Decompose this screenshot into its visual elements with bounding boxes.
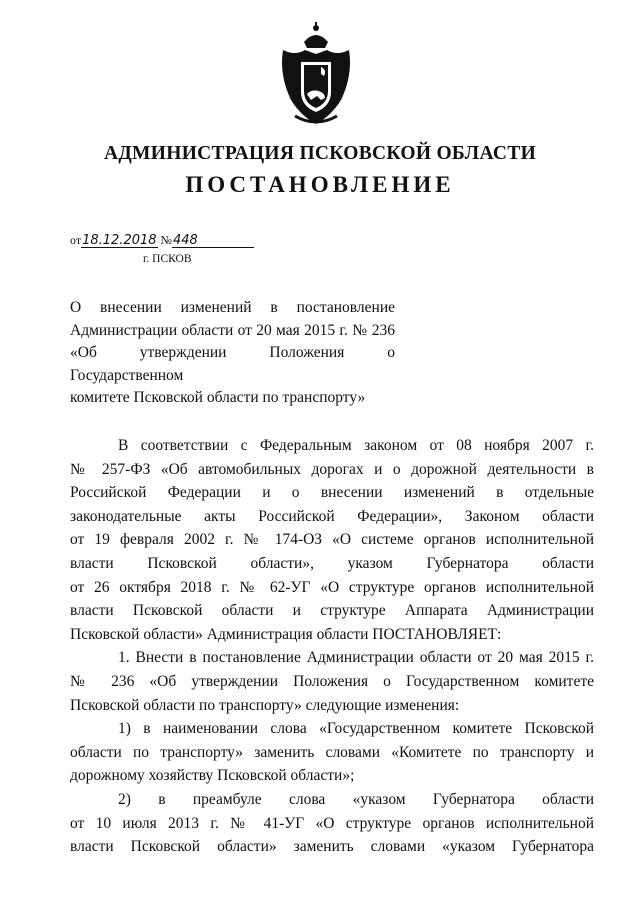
city-label: г. ПСКОВ bbox=[143, 253, 192, 265]
body-line: Российской Федерации и о внесении изменений в отдельные bbox=[70, 484, 594, 502]
date-prefix: от bbox=[70, 233, 82, 247]
document-type-title: ПОСТАНОВЛЕНИЕ bbox=[185, 172, 455, 197]
subject-line: Администрации области от 20 мая 2015 г. № 236 bbox=[70, 321, 395, 339]
body-line: власти Псковской области» заменить словами «указом Губернатора bbox=[70, 838, 594, 856]
body-line: области по транспорту» заменить словами «Комитете по транспорту и bbox=[70, 743, 594, 761]
body-line: В соответствии с Федеральным законом от 08 ноября 2007 г. bbox=[118, 437, 594, 454]
body-line: Псковской области» Администрация области ПОСТАНОВЛЯЕТ: bbox=[70, 625, 502, 643]
body-line: № 257-ФЗ «Об автомобильных дорогах и о дорожной деятельности в bbox=[70, 460, 594, 478]
coat-of-arms-emblem bbox=[277, 20, 355, 130]
body-line: № 236 «Об утверждении Положения о Государственном комитете bbox=[70, 672, 594, 690]
body-line: от 19 февраля 2002 г. № 174-ОЗ «О системе органов исполнительной bbox=[70, 531, 594, 549]
subject-line: комитете Псковской области по транспорту» bbox=[70, 389, 366, 406]
body-line: власти Псковской области и структуре Аппарата Администрации bbox=[70, 602, 594, 620]
body-line: 1. Внести в постановление Администрации области от 20 мая 2015 г. bbox=[118, 649, 594, 667]
body-line: 2) в преамбуле слова «указом Губернатора области bbox=[118, 790, 594, 808]
date-number-line bbox=[70, 233, 254, 248]
subject-line: «Об утверждении Положения о Государственном bbox=[70, 344, 395, 384]
number-prefix: № bbox=[160, 233, 172, 247]
body-line: власти Псковской области», указом Губернатора области bbox=[70, 554, 594, 572]
body-line: от 10 июля 2013 г. № 41-УГ «О структуре органов исполнительной bbox=[70, 814, 594, 832]
body-line: 1) в наименовании слова «Государственном комитете Псковской bbox=[118, 720, 594, 738]
body-line: законодательные акты Российской Федерации», Законом области bbox=[70, 507, 594, 525]
body-line: Псковской области по транспорту» следующие изменения: bbox=[70, 696, 460, 714]
organization-title: АДМИНИСТРАЦИЯ ПСКОВСКОЙ ОБЛАСТИ bbox=[103, 143, 537, 164]
document-subject bbox=[70, 297, 395, 410]
handwritten-date: 18.12.2018 bbox=[82, 233, 157, 248]
handwritten-number: 448 bbox=[172, 234, 254, 248]
body-line: от 26 октября 2018 г. № 62-УГ «О структуре органов исполнительной bbox=[70, 578, 594, 596]
subject-line: О внесении изменений в постановление bbox=[70, 299, 395, 316]
body-line: дорожному хозяйству Псковской области»; bbox=[70, 767, 355, 785]
document-body bbox=[70, 434, 594, 859]
